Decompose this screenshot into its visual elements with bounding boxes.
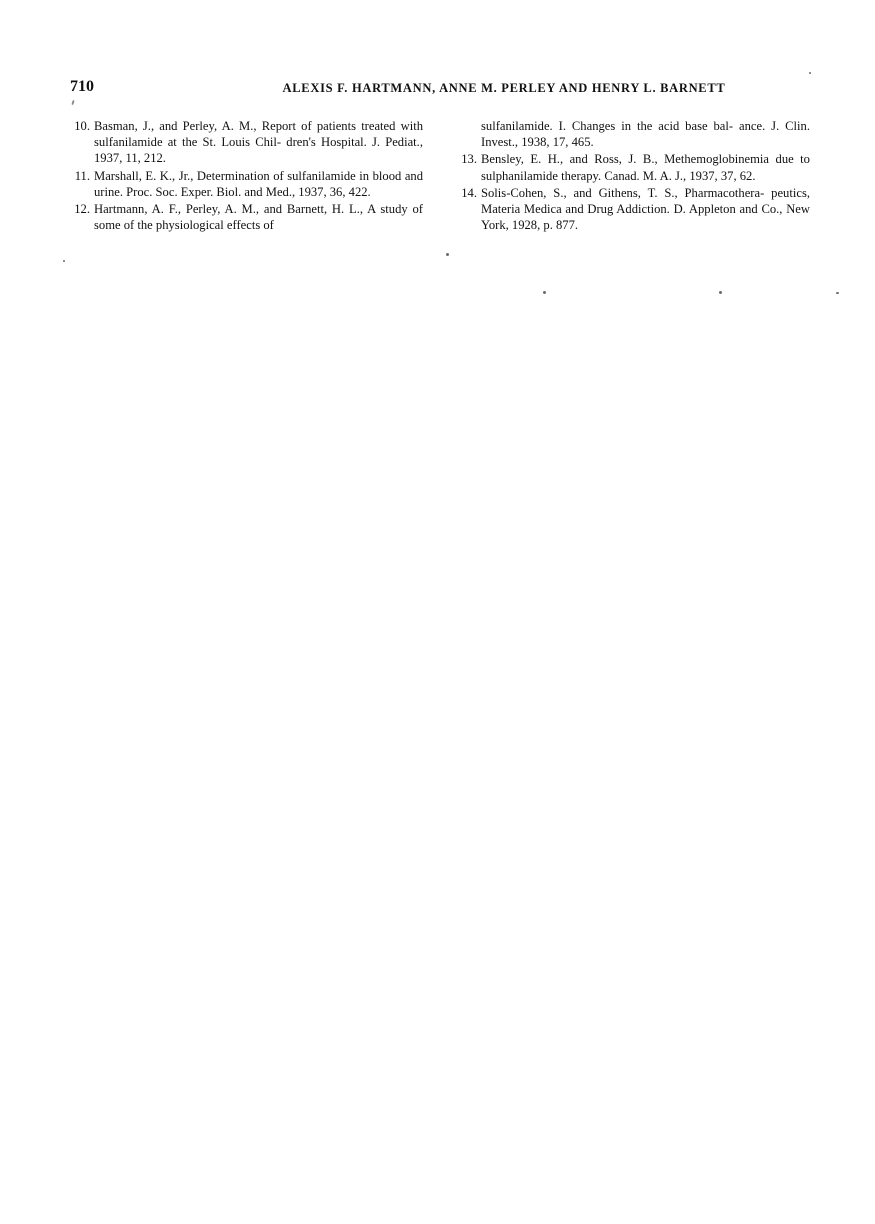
scan-artifact: [543, 291, 546, 294]
reference-item: [68, 118, 423, 167]
scan-artifact: [446, 253, 449, 256]
reference-number: 14.: [461, 185, 477, 200]
reference-line: in blood and urine. Proc. Soc. Exper. Biol. and: [94, 168, 424, 199]
reference-text: [481, 151, 810, 183]
reference-line: dren's Hospital. J. Pediat., 1937, 11, 212.: [94, 135, 423, 166]
reference-line: Hartmann, A. F., Perley, A. M., and Barnett, H. L.,: [94, 202, 363, 217]
reference-columns: [68, 118, 810, 234]
reference-line: peutics, Materia Medica and Drug Addiction. D.: [481, 185, 810, 217]
reference-line: Basman, J., and Perley, A. M., Report of patients: [94, 119, 356, 133]
scan-artifact: [63, 260, 65, 262]
reference-text: [94, 168, 423, 200]
right-column: [455, 118, 810, 234]
reference-item: [455, 185, 810, 234]
scan-artifact: [836, 292, 839, 294]
reference-line: 1937, 37, 62.: [689, 168, 756, 183]
reference-item: [68, 201, 423, 233]
reference-item-continued: [455, 118, 810, 150]
page-number: 710: [70, 78, 94, 95]
reference-line: Marshall, E. K., Jr., Determination of sulfanilamide: [94, 168, 356, 183]
scan-artifact: [71, 100, 74, 105]
reference-line: treated with sulfanilamide at the St. Louis Chil-: [94, 119, 424, 150]
running-title: ALEXIS F. HARTMANN, ANNE M. PERLEY AND HENRY L. BARNETT: [282, 81, 726, 95]
left-column: [68, 118, 423, 234]
reference-item: [455, 151, 810, 183]
page-header: [70, 78, 810, 98]
scan-artifact: [719, 291, 722, 294]
reference-line: Bensley, E. H., and Ross, J. B., Methemoglobinemia: [481, 152, 770, 167]
reference-text: [481, 185, 810, 234]
reference-number: 12.: [74, 202, 90, 217]
reference-line: sulfanilamide. I. Changes in the acid base bal-: [481, 119, 734, 133]
reference-line: ance. J. Clin. Invest., 1938, 17, 465.: [481, 119, 810, 150]
reference-line: Med., 1937, 36, 422.: [265, 184, 371, 199]
reference-text: [481, 118, 810, 150]
reference-number: 10.: [74, 119, 90, 133]
reference-line: A study of some of the physiological effects of: [94, 202, 423, 233]
reference-text: [94, 118, 423, 167]
reference-number: 11.: [74, 168, 90, 183]
scan-artifact: [809, 72, 811, 74]
reference-text: [94, 201, 423, 233]
reference-line: due to sulphanilamide therapy. Canad. M. A. J.,: [481, 152, 810, 183]
reference-line: Solis-Cohen, S., and Githens, T. S., Pharmacothera-: [481, 185, 765, 200]
reference-number: 13.: [461, 152, 477, 167]
reference-line: Appleton and Co., New York, 1928, p. 877.: [481, 202, 810, 233]
reference-item: [68, 168, 423, 200]
